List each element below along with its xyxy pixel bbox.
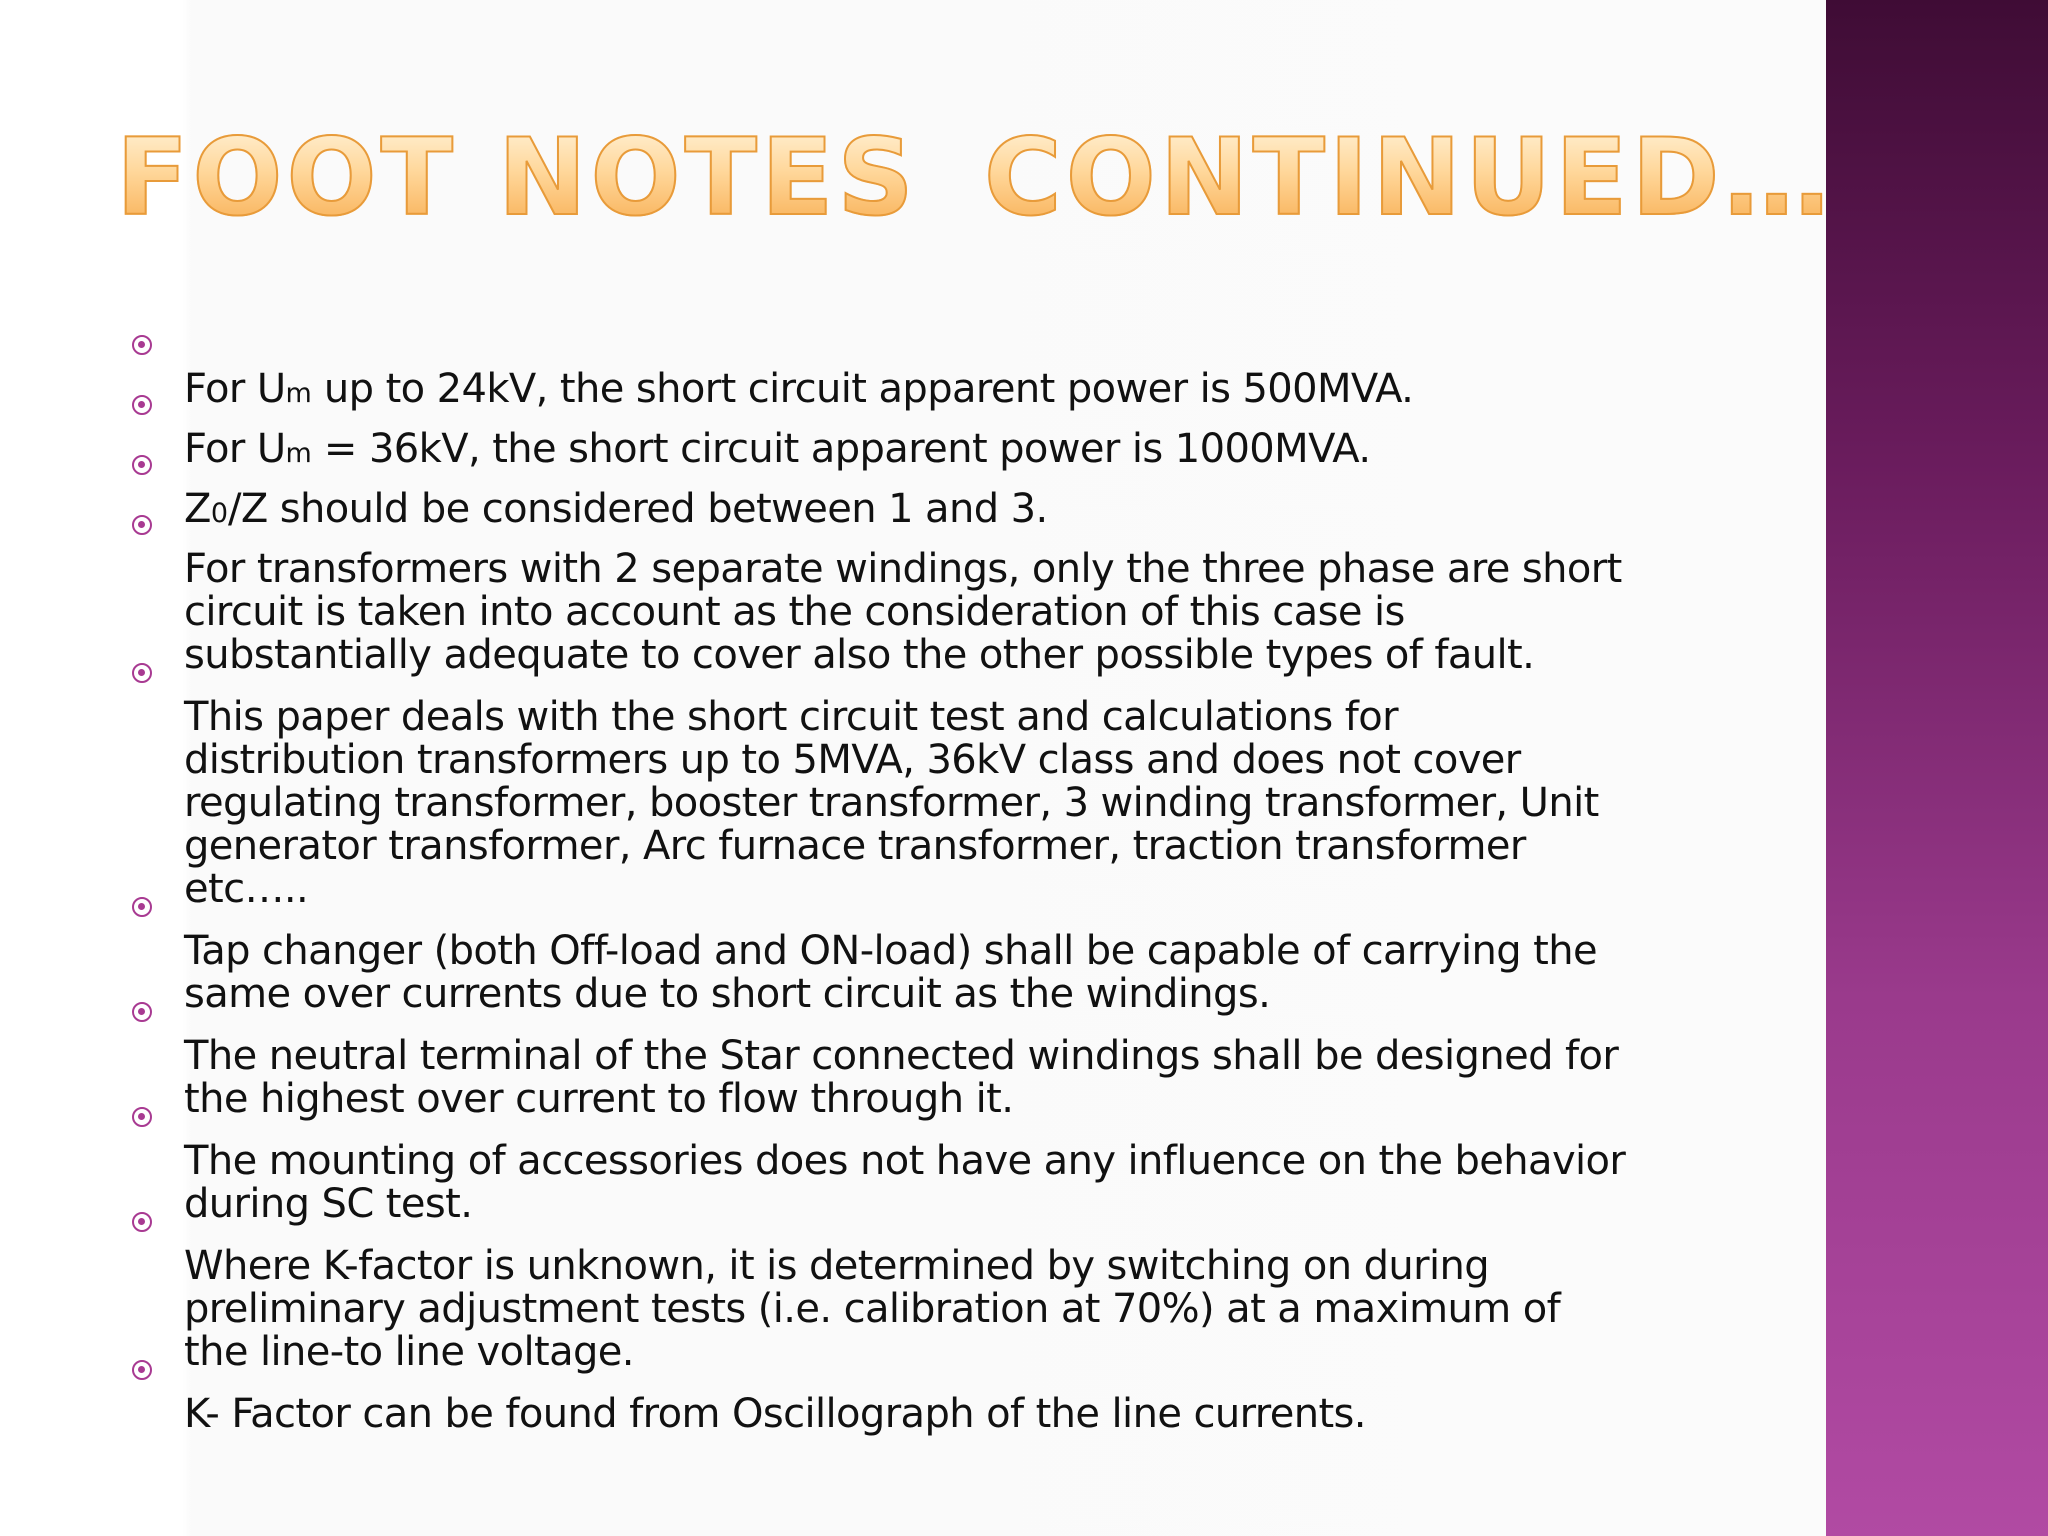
list-item: Z0/Z should be considered between 1 and 3.	[184, 445, 1724, 535]
slide-title-continued: CONTINUED…	[984, 116, 1834, 239]
bullet-icon	[132, 1360, 152, 1380]
list-item: Where K-factor is unknown, it is determined by switching on during preliminary adjustment tests (i.e. calibration at 70%) at a maximum of the line-to line voltage.	[184, 1202, 1724, 1374]
list-item: K- Factor can be found from Oscillograph of the line currents.	[184, 1350, 1724, 1436]
list-item: The mounting of accessories does not have any influence on the behavior during SC test.	[184, 1097, 1724, 1226]
bullet-icon	[132, 1107, 152, 1127]
bullet-icon	[132, 663, 152, 683]
bullet-icon	[132, 395, 152, 415]
list-item: For Um = 36kV, the short circuit apparent power is 1000MVA.	[184, 385, 1724, 475]
bullet-icon	[132, 1212, 152, 1232]
bullet-icon	[132, 897, 152, 917]
list-item: For Um up to 24kV, the short circuit apparent power is 500MVA.	[184, 325, 1724, 415]
bullet-icon	[132, 1002, 152, 1022]
list-item: For transformers with 2 separate windings, only the three phase are short circuit is taken into account as the consideration of this case is substantially adequate to cover also the other possible types of fault.	[184, 505, 1724, 677]
list-item: This paper deals with the short circuit test and calculations for distribution transformers up to 5MVA, 36kV class and does not cover regulating transformer, booster transformer, 3 winding transformer, Unit generator transformer, Arc furnace transformer, traction transformer etc…..	[184, 653, 1724, 911]
subscript: m	[285, 438, 312, 469]
bullet-icon	[132, 335, 152, 355]
subscript: m	[285, 378, 312, 409]
bullet-icon	[132, 515, 152, 535]
bullet-icon	[132, 455, 152, 475]
subscript: 0	[210, 498, 228, 529]
list-item: The neutral terminal of the Star connected windings shall be designed for the highest over current to flow through it.	[184, 992, 1724, 1121]
decorative-sidebar	[1826, 0, 2048, 1536]
list-item: Tap changer (both Off-load and ON-load) shall be capable of carrying the same over currents due to short circuit as the windings.	[184, 887, 1724, 1016]
slide-title: FOOT NOTES	[116, 116, 918, 239]
